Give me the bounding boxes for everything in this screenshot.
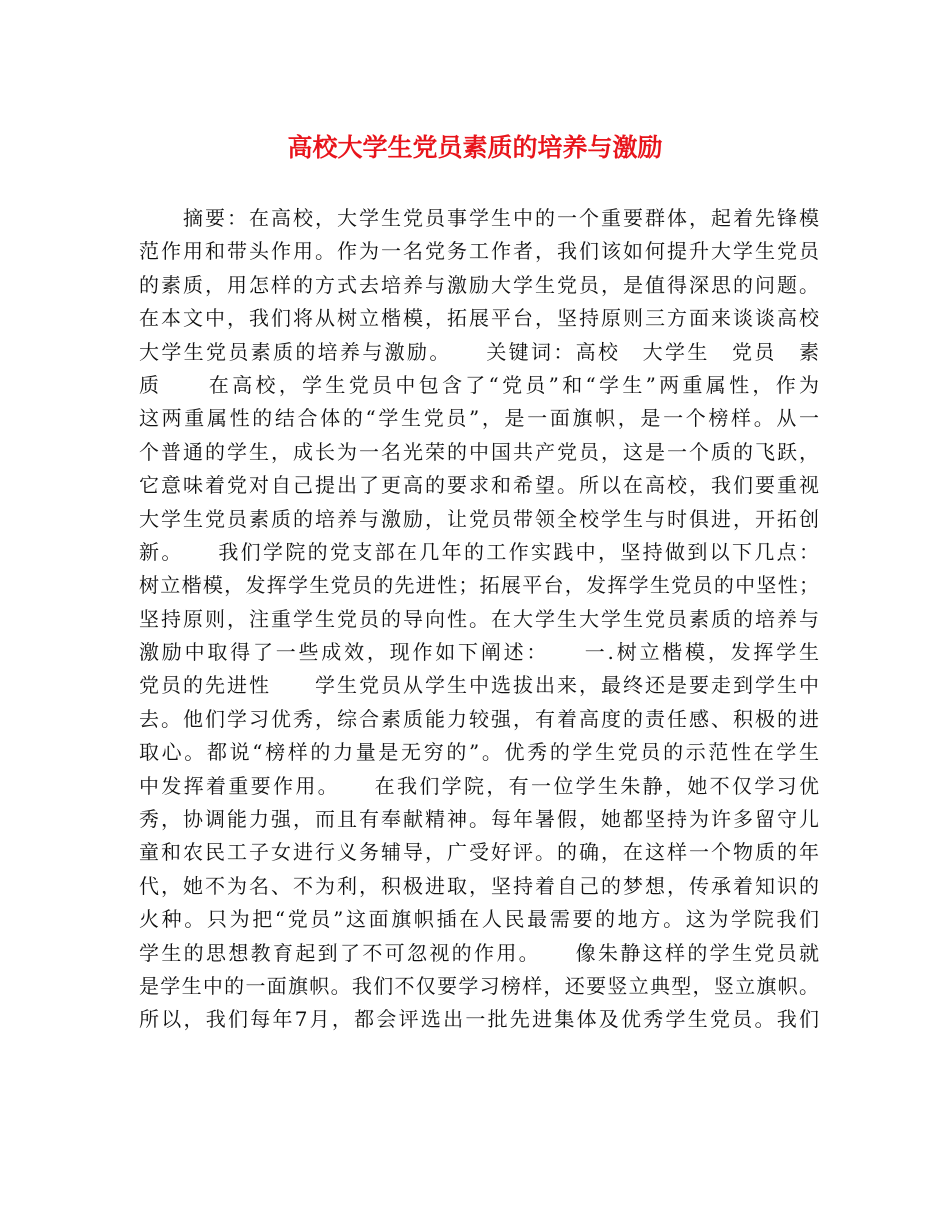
body-line: 代，她不为名、不为利，积极进取，坚持着自己的梦想，传承着知识的 [139,873,819,898]
body-line: 所以，我们每年7月，都会评选出一批先进集体及优秀学生党员。我们 [139,1007,819,1032]
body-line: 去。他们学习优秀，综合素质能力较强，有着高度的责任感、积极的进 [139,706,819,731]
body-line: 新。 我们学院的党支部在几年的工作实践中，坚持做到以下几点： [139,539,819,564]
body-line: 大学生党员素质的培养与激励，让党员带领全校学生与时俱进，开拓创 [139,506,819,531]
body-line: 的素质，用怎样的方式去培养与激励大学生党员，是值得深思的问题。 [139,272,819,297]
document-body [139,202,819,1037]
document-title: 高校大学生党员素质的培养与激励 [287,133,663,162]
body-line: 范作用和带头作用。作为一名党务工作者，我们该如何提升大学生党员 [139,239,819,264]
body-line: 它意味着党对自己提出了更高的要求和希望。所以在高校，我们要重视 [139,473,819,498]
body-line: 火种。只为把“党员”这面旗帜插在人民最需要的地方。这为学院我们 [139,907,819,932]
body-line: 摘要：在高校，大学生党员事学生中的一个重要群体，起着先锋模 [139,206,819,230]
body-line: 取心。都说“榜样的力量是无穷的”。优秀的学生党员的示范性在学生 [139,740,819,765]
body-line: 激励中取得了一些成效，现作如下阐述： 一.树立楷模，发挥学生 [139,640,819,665]
body-line: 质 在高校，学生党员中包含了“党员”和“学生”两重属性，作为 [139,372,819,397]
body-line: 树立楷模，发挥学生党员的先进性；拓展平台，发挥学生党员的中坚性； [139,573,819,598]
body-line: 是学生中的一面旗帜。我们不仅要学习榜样，还要竖立典型，竖立旗帜。 [139,973,819,998]
body-line: 童和农民工子女进行义务辅导，广受好评。的确，在这样一个物质的年 [139,840,819,865]
body-line: 党员的先进性 学生党员从学生中选拔出来，最终还是要走到学生中 [139,673,819,698]
body-line: 中发挥着重要作用。 在我们学院，有一位学生朱静，她不仅学习优 [139,773,819,798]
body-line: 这两重属性的结合体的“学生党员”，是一面旗帜，是一个榜样。从一 [139,406,819,431]
body-line: 大学生党员素质的培养与激励。 关键词：高校 大学生 党员 素 [139,339,819,364]
body-line: 学生的思想教育起到了不可忽视的作用。 像朱静这样的学生党员就 [139,940,819,965]
body-line: 在本文中，我们将从树立楷模，拓展平台，坚持原则三方面来谈谈高校 [139,306,819,331]
body-line: 秀，协调能力强，而且有奉献精神。每年暑假，她都坚持为许多留守儿 [139,807,819,832]
body-line: 坚持原则，注重学生党员的导向性。在大学生大学生党员素质的培养与 [139,606,819,631]
body-line: 个普通的学生，成长为一名光荣的中国共产党员，这是一个质的飞跃， [139,439,819,464]
